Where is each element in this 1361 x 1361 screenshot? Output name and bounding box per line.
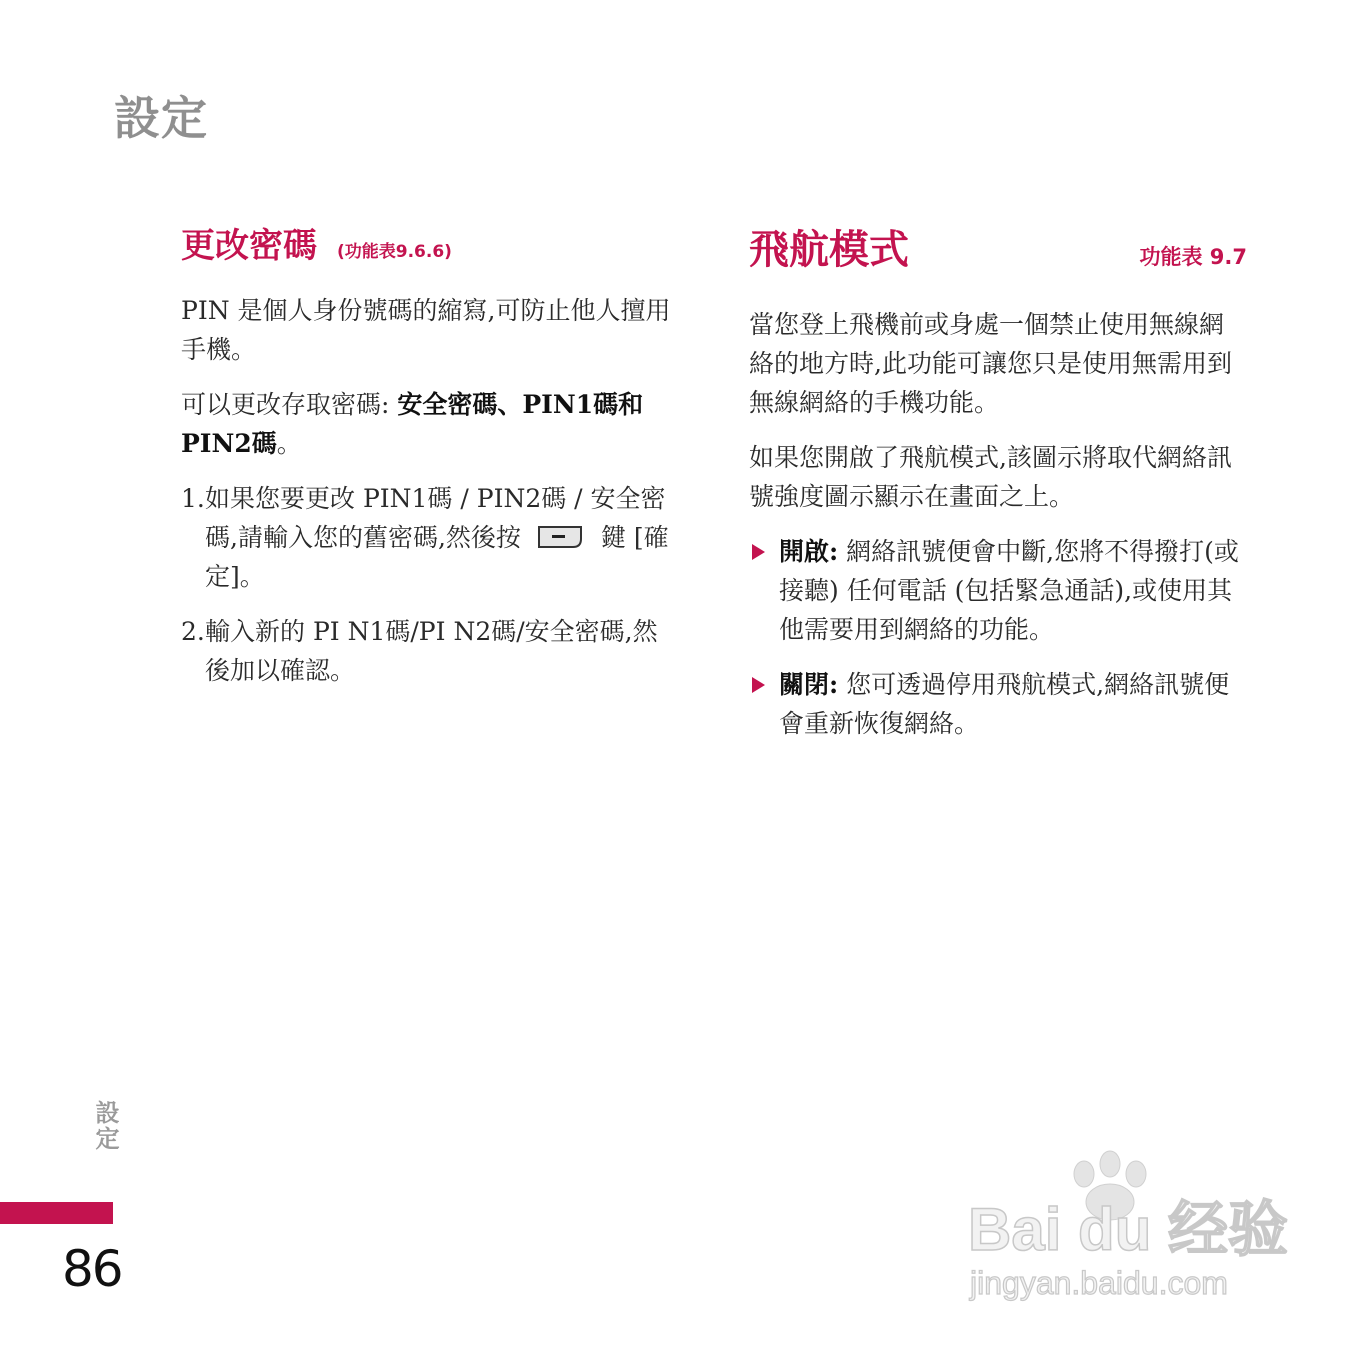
change-password-section [181,218,681,706]
change-password-header [181,218,681,267]
watermark-url: jingyan.baidu.com [970,1265,1228,1301]
accent-bar [0,1202,113,1224]
list-item [181,612,681,690]
option-label: 開啟: [779,537,839,566]
steps-list [181,479,681,690]
option-text: 網絡訊號便會中斷,您將不得撥打(或接聽) 任何電話 (包括緊急通話),或使用其他需要用到網絡的功能。 [779,537,1239,644]
menu-reference: 功能表 9.7 [1139,245,1247,269]
menu-reference: (功能表9.6.6) [337,242,452,262]
step-text: 鍵 [確定]。 [205,523,669,591]
triangle-bullet-icon [752,677,765,693]
bold-text: 安全密碼、PIN1碼和PIN2碼 [181,390,644,458]
paragraph: 如果您開啟了飛航模式,該圖示將取代網絡訊號強度圖示顯示在畫面之上。 [749,443,1232,511]
flight-mode-section [749,218,1247,759]
baidu-watermark [960,1150,1290,1310]
paragraph [181,385,681,463]
paragraph: PIN 是個人身份號碼的縮寫,可防止他人擅用手機。 [181,296,671,364]
step-number: 2. [181,617,205,646]
section-title: 更改密碼 [181,226,317,266]
list-item [749,665,1247,743]
watermark-brand: Bai du 经验 [968,1196,1289,1263]
side-tab-label: 設定 [91,1100,119,1152]
options-list [749,532,1247,743]
list-item [749,532,1247,649]
flight-mode-header [749,218,1247,275]
paragraph-text: 可以更改存取密碼: [181,390,398,419]
option-text: 您可透過停用飛航模式,網絡訊號便會重新恢復網絡。 [779,670,1230,738]
option-label: 關閉: [779,670,839,699]
page-number: 86 [62,1240,122,1298]
step-number: 1. [181,484,205,513]
soft-key-icon [537,521,583,545]
paragraph-text: 。 [276,429,302,458]
page-title: 設定 [114,91,208,145]
paragraph: 當您登上飛機前或身處一個禁止使用無線網絡的地方時,此功能可讓您只是使用無需用到無線網絡的手機功能。 [749,310,1232,417]
section-title: 飛航模式 [749,227,909,273]
step-text: 輸入新的 PI N1碼/PI N2碼/安全密碼,然後加以確認。 [205,617,658,685]
step-text: 如果您要更改 PIN1碼 / PIN2碼 / 安全密碼,請輸入您的舊密碼,然後按 [205,484,666,552]
triangle-bullet-icon [752,544,765,560]
list-item [181,479,681,596]
